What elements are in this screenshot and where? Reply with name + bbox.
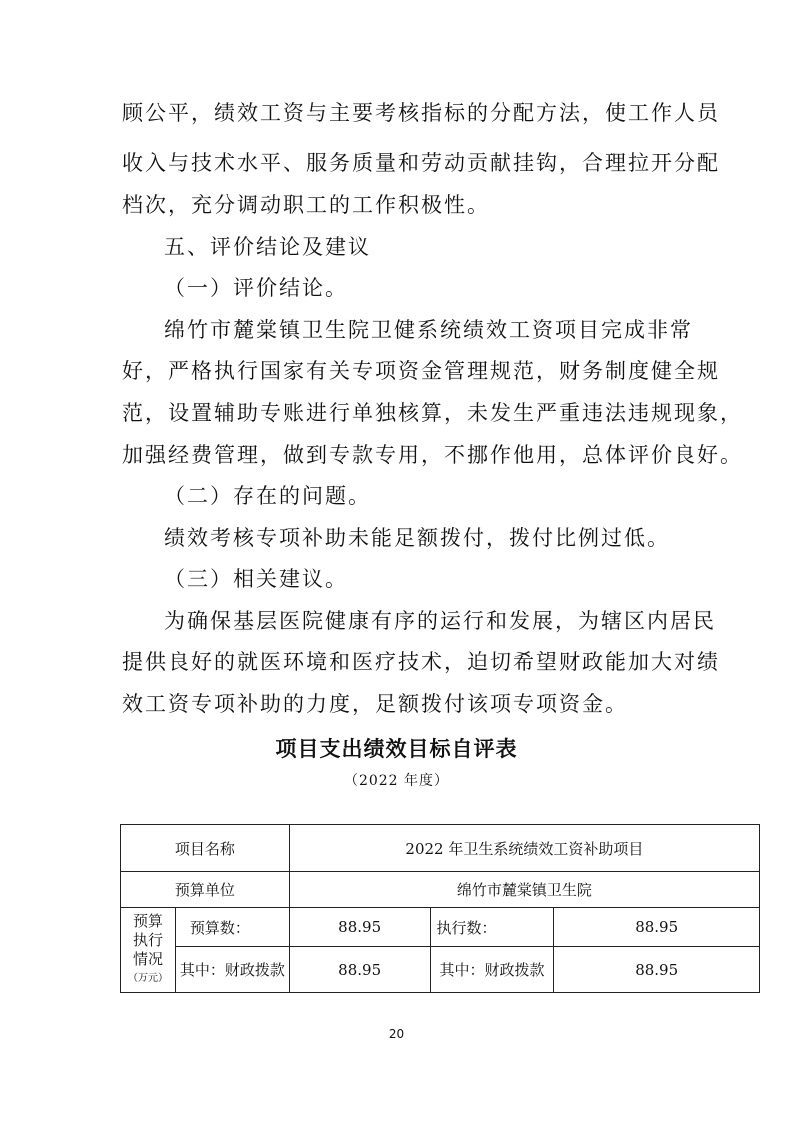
- subsection-heading: （一）评价结论。: [164, 276, 348, 300]
- budget-count-value: 88.95: [289, 908, 430, 947]
- table-row: [121, 825, 760, 872]
- evaluation-table: [120, 824, 760, 993]
- exec-count-label: 执行数：: [430, 908, 554, 947]
- budget-execution-label-line3: 情况: [132, 950, 163, 968]
- paragraph-line: 提供良好的就医环境和医疗技术，迫切希望财政能加大对绩: [122, 650, 720, 674]
- paragraph-line: 绩效考核专项补助未能足额拨付，拨付比例过低。: [164, 526, 670, 550]
- table-row: [121, 872, 760, 908]
- paragraph-line: 绵竹市麓棠镇卫生院卫健系统绩效工资项目完成非常: [164, 318, 693, 342]
- page-number: 20: [388, 1027, 405, 1041]
- budget-unit-value: 绵竹市麓棠镇卫生院: [289, 872, 759, 908]
- subsection-heading: （二）存在的问题。: [164, 484, 371, 508]
- paragraph-line: 为确保基层医院健康有序的运行和发展，为辖区内居民: [164, 609, 716, 633]
- paragraph-line: 顾公平，绩效工资与主要考核指标的分配方法，使工作人员: [122, 101, 720, 125]
- paragraph-line: 效工资专项补助的力度，足额拨付该项专项资金。: [122, 692, 628, 716]
- finance-value-b: 88.95: [554, 947, 760, 993]
- table-subtitle: （2022 年度）: [343, 773, 450, 789]
- project-name-label: 项目名称: [121, 825, 290, 872]
- finance-label-b: 其中：财政拨款: [430, 947, 554, 993]
- paragraph-line: 档次，充分调动职工的工作积极性。: [122, 193, 490, 217]
- paragraph-line: 范，设置辅助专账进行单独核算，未发生严重违法违规现象，: [122, 401, 743, 425]
- paragraph-line: 好，严格执行国家有关专项资金管理规范，财务制度健全规: [122, 359, 720, 383]
- budget-count-label: 预算数：: [175, 908, 289, 947]
- paragraph-line: 收入与技术水平、服务质量和劳动贡献挂钩，合理拉开分配: [122, 151, 720, 175]
- budget-execution-unit: （万元）: [127, 973, 168, 984]
- paragraph-line: 加强经费管理，做到专款专用，不挪作他用，总体评价良好。: [122, 443, 743, 467]
- budget-unit-label: 预算单位: [121, 872, 290, 908]
- budget-execution-label: [121, 908, 176, 993]
- table-row: [121, 908, 760, 947]
- budget-execution-label-line2: 执行: [132, 931, 163, 949]
- subsection-heading: （三）相关建议。: [164, 567, 348, 591]
- table-title: 项目支出绩效目标自评表: [275, 737, 518, 761]
- table-row: [121, 947, 760, 993]
- exec-count-value: 88.95: [554, 908, 760, 947]
- project-name-value: 2022 年卫生系统绩效工资补助项目: [289, 825, 759, 872]
- section-heading: 五、评价结论及建议: [164, 235, 371, 259]
- finance-label-a: 其中：财政拨款: [175, 947, 289, 993]
- budget-execution-label-line1: 预算: [132, 912, 163, 930]
- finance-value-a: 88.95: [289, 947, 430, 993]
